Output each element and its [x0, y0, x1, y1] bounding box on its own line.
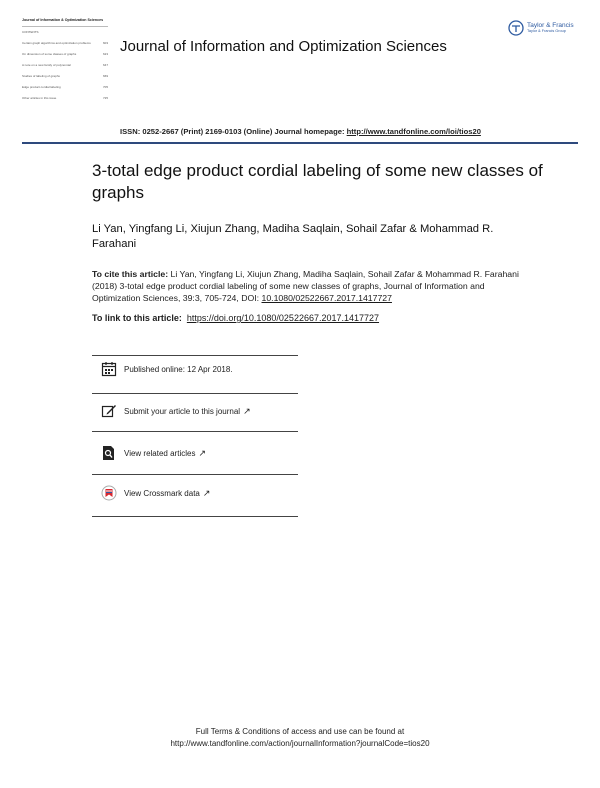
submit-article-link[interactable] [100, 398, 251, 424]
cover-row-page: 669 [102, 74, 108, 79]
article-title: 3-total edge product cordial labeling of some new classes of graphs [92, 161, 543, 202]
crossmark-icon [100, 484, 118, 502]
crossmark-link[interactable] [100, 480, 210, 506]
meta-divider [92, 431, 298, 432]
related-text: View related articles [124, 448, 196, 458]
external-link-icon: ↗ [243, 405, 251, 416]
cover-row [22, 30, 108, 34]
journal-title: Journal of Information and Optimization Sciences [120, 38, 447, 55]
link-label: To link to this article: [92, 313, 185, 323]
cover-row-page: 705 [102, 85, 108, 90]
cover-row [22, 74, 108, 78]
doi-link[interactable]: 10.1080/02522667.2017.1417727 [261, 293, 392, 303]
publisher-subname: Taylor & Francis Group [527, 29, 566, 34]
cover-row-text: A note on a new family of polynomial [22, 62, 71, 67]
edit-icon [100, 402, 118, 420]
cover-row-text: Edge product cordial labeling [22, 85, 61, 90]
external-link-icon: ↗ [202, 487, 211, 498]
cover-row-text: Certain graph algorithms and optimization problems [22, 40, 91, 45]
footer [0, 726, 600, 750]
cover-divider [22, 26, 108, 27]
external-link-icon: ↗ [198, 447, 206, 458]
related-search-icon [100, 444, 118, 462]
cover-row-text: CONTENTS [22, 29, 39, 34]
cover-row-page: 603 [102, 40, 108, 45]
crossmark-text: View Crossmark data [124, 488, 200, 498]
meta-divider [92, 516, 298, 517]
cite-text: Li Yan, Yingfang Li, Xiujun Zhang, Madiha Saqlain, Sohail Zafar & Mohammad R. Farahani (2018) 3-total edge product cordial labeling of some new classes of graphs, Journal of Information and Optimization Sciences, 39:3, 705-724, DOI: [92, 269, 519, 303]
cover-row [22, 41, 108, 45]
issn-line [120, 127, 481, 136]
cover-row-page: 725 [102, 96, 108, 101]
journal-homepage-link[interactable]: http://www.tandfonline.com/loi/tios20 [346, 127, 481, 136]
cite-label: To cite this article: [92, 269, 171, 279]
footer-terms: Full Terms & Conditions of access and use can be found at [195, 727, 405, 736]
publisher-name: Taylor & Francis [527, 22, 574, 30]
published-online [100, 356, 233, 382]
meta-divider [92, 393, 298, 394]
cover-row-page: 647 [102, 62, 108, 67]
cover-row [22, 63, 108, 67]
related-articles-link[interactable] [100, 440, 206, 466]
cover-journal-title: Journal of Information & Optimization Sciences [22, 18, 104, 22]
calendar-icon [100, 360, 118, 378]
cover-row [22, 96, 108, 100]
meta-divider [92, 474, 298, 475]
cover-row-text: On dimension of some classes of graphs [22, 51, 77, 56]
cover-contents [22, 30, 108, 100]
taylor-francis-logo-icon [508, 20, 524, 36]
article-link-line [92, 313, 379, 323]
submit-text: Submit your article to this journal [124, 406, 241, 416]
published-text: Published online: 12 Apr 2018. [124, 364, 233, 374]
article-doi-url[interactable]: https://doi.org/10.1080/02522667.2017.1417727 [186, 313, 380, 323]
citation [92, 268, 522, 304]
cover-row-page: 623 [102, 51, 108, 56]
article-authors: Li Yan, Yingfang Li, Xiujun Zhang, Madiha Saqlain, Sohail Zafar & Mohammad R. Farahani [92, 223, 494, 250]
cover-row [22, 52, 108, 56]
footer-url[interactable]: http://www.tandfonline.com/action/journalInformation?journalCode=tios20 [170, 739, 430, 748]
header-divider [22, 142, 578, 144]
cover-row-text: Studies of labeling of graphs [22, 74, 60, 79]
cover-row [22, 85, 108, 89]
cover-row-text: Other articles in this issue [22, 96, 57, 101]
issn-text: ISSN: 0252-2667 (Print) 2169-0103 (Online) Journal homepage: [120, 127, 347, 136]
journal-cover-thumbnail [22, 18, 108, 138]
publisher-logo[interactable] [508, 18, 588, 38]
